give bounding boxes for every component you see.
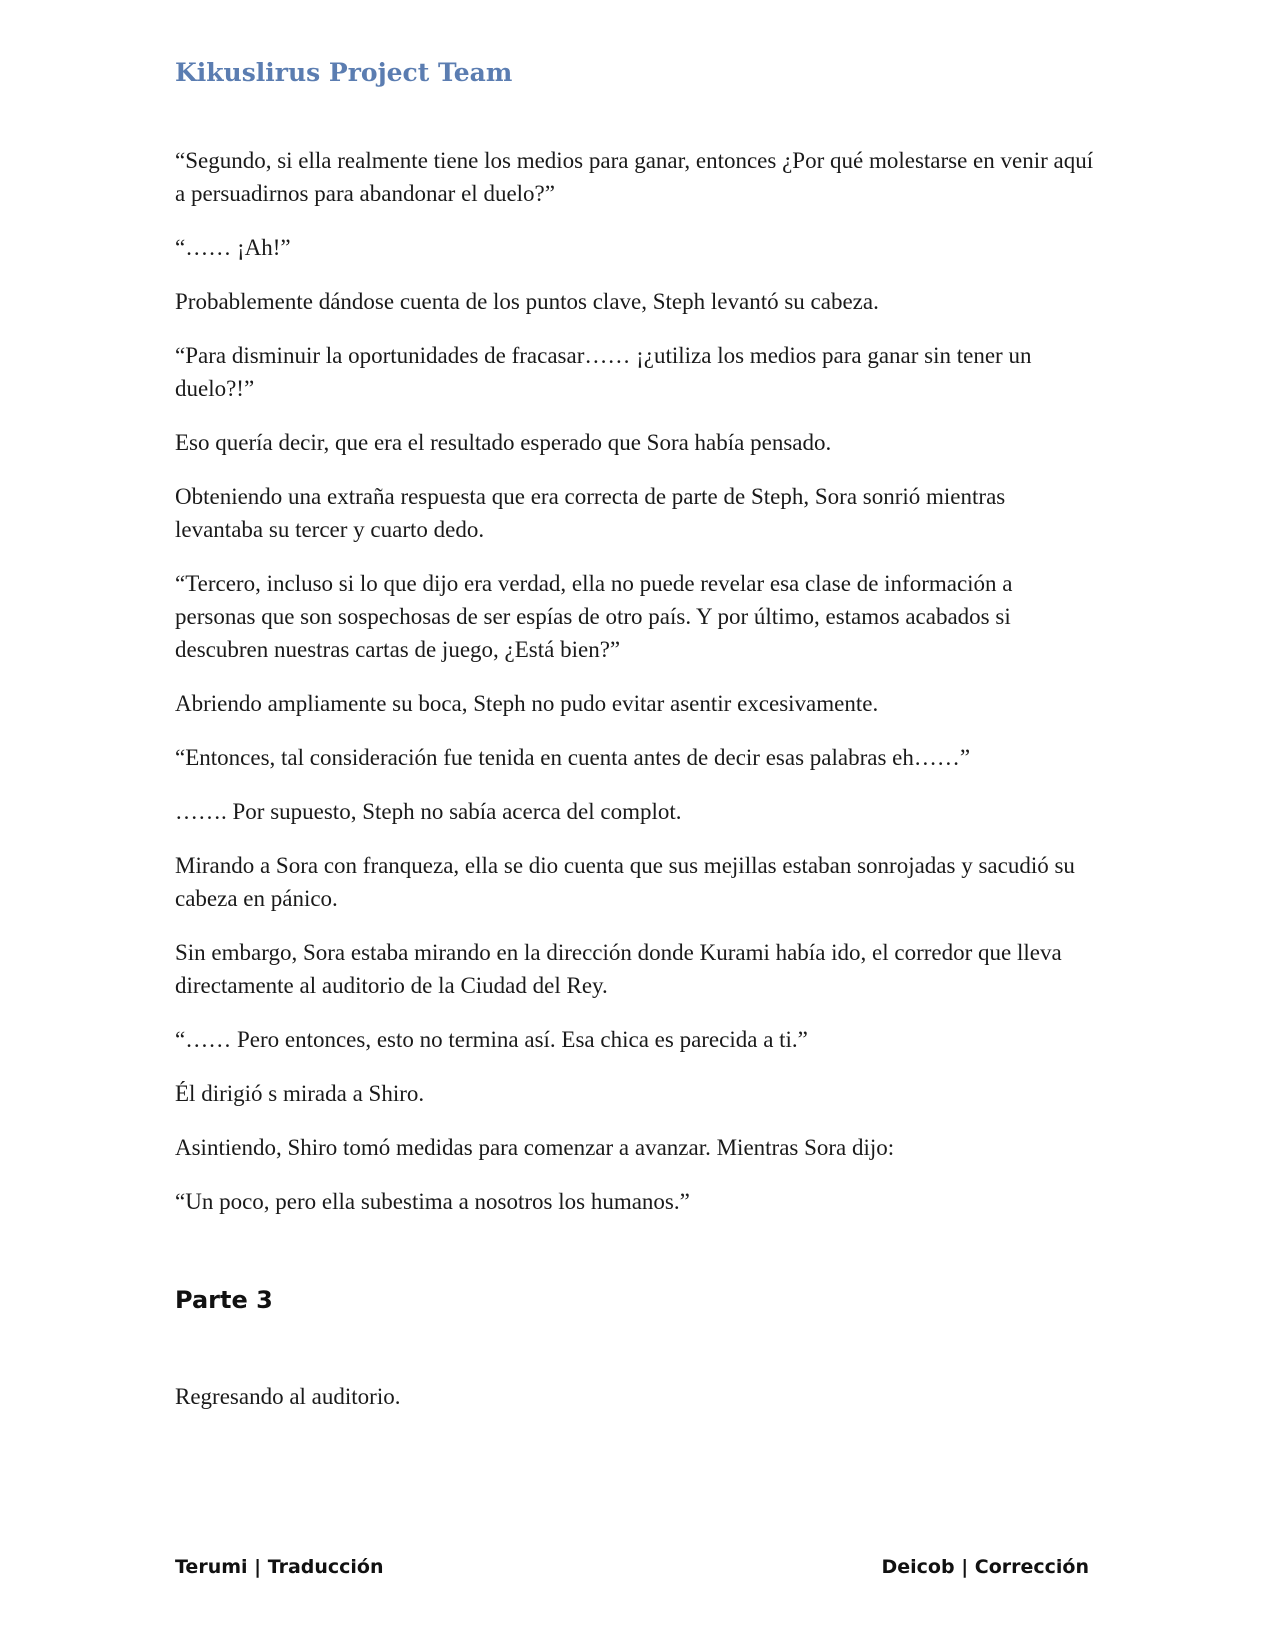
paragraph: “…… Pero entonces, esto no termina así. Esa chica es parecida a ti.” (175, 1027, 808, 1052)
paragraph: ……. Por supuesto, Steph no sabía acerca del complot. (175, 799, 682, 824)
paragraph: “Para disminuir la oportunidades de fracasar…… ¡¿utiliza los medios para ganar sin tener un duelo?!” (175, 343, 1032, 401)
paragraph: “Entonces, tal consideración fue tenida en cuenta antes de decir esas palabras eh……” (175, 745, 971, 770)
footer-editor-credit: Deicob | Corrección (881, 1556, 1089, 1578)
paragraph: Mirando a Sora con franqueza, ella se dio cuenta que sus mejillas estaban sonrojadas y sacudió su cabeza en pánico. (175, 853, 1075, 911)
paragraph: “…… ¡Ah!” (175, 235, 291, 260)
footer-translator-credit: Terumi | Traducción (175, 1556, 384, 1578)
paragraph: Abriendo ampliamente su boca, Steph no pudo evitar asentir excesivamente. (175, 691, 879, 716)
paragraph: “Segundo, si ella realmente tiene los medios para ganar, entonces ¿Por qué molestarse en venir aquí a persuadirnos para abandonar el duelo?” (175, 148, 1094, 206)
paragraph: Eso quería decir, que era el resultado esperado que Sora había pensado. (175, 430, 832, 455)
document-body (175, 144, 1095, 1239)
paragraph: Obteniendo una extraña respuesta que era correcta de parte de Steph, Sora sonrió mientras levantaba su tercer y cuarto dedo. (175, 484, 1006, 542)
paragraph: Probablemente dándose cuenta de los puntos clave, Steph levantó su cabeza. (175, 289, 879, 314)
paragraph: Asintiendo, Shiro tomó medidas para comenzar a avanzar. Mientras Sora dijo: (175, 1135, 895, 1160)
header-title: Kikuslirus Project Team (175, 58, 513, 87)
paragraph: “Tercero, incluso si lo que dijo era verdad, ella no puede revelar esa clase de información a personas que son sospechosas de ser espías de otro país. Y por último, estamos acabados si descubren nuestras cartas de juego, ¿Está bien?” (175, 571, 1013, 662)
section-heading: Parte 3 (175, 1286, 273, 1314)
paragraph: “Un poco, pero ella subestima a nosotros los humanos.” (175, 1189, 690, 1214)
paragraph: Sin embargo, Sora estaba mirando en la dirección donde Kurami había ido, el corredor que lleva directamente al auditorio de la Ciudad del Rey. (175, 940, 1062, 998)
paragraph: Él dirigió s mirada a Shiro. (175, 1081, 425, 1106)
closing-paragraph: Regresando al auditorio. (175, 1384, 401, 1409)
